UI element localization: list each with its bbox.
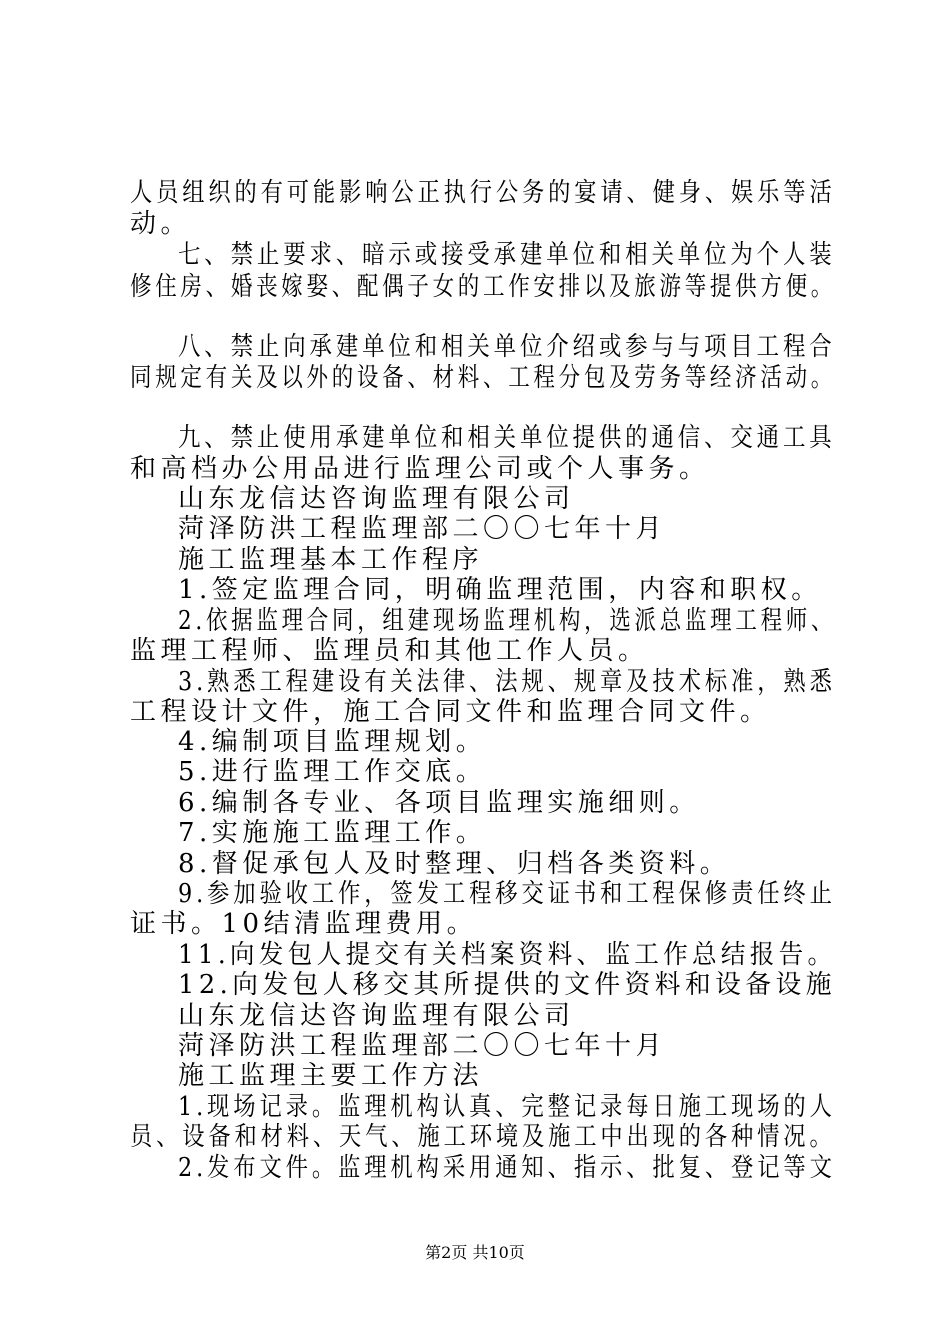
signature-company: 山东龙信达咨询监理有限公司 [178, 1001, 575, 1031]
signature-dept-date: 菏泽防洪工程监理部二〇〇七年十月 [178, 1031, 667, 1061]
signature-dept-date: 菏泽防洪工程监理部二〇〇七年十月 [178, 514, 667, 544]
text-line: 7.实施施工监理工作。 [178, 818, 487, 848]
text-line: 5.进行监理工作交底。 [178, 757, 487, 787]
text-line: 同规定有关及以外的设备、材料、工程分包及劳务等经济活动。 [130, 363, 837, 393]
signature-company: 山东龙信达咨询监理有限公司 [178, 484, 575, 514]
section-heading: 施工监理主要工作方法 [178, 1061, 484, 1091]
text-line: 11.向发包人提交有关档案资料、监工作总结报告。 [178, 940, 837, 970]
text-line: 2.发布文件。监理机构采用通知、指示、批复、登记等文 [178, 1153, 836, 1183]
text-line: 1.签定监理合同，明确监理范围，内容和职权。 [178, 575, 822, 605]
text-line: 8.督促承包人及时整理、归档各类资料。 [178, 849, 731, 879]
page-footer: 第2页 共10页 [425, 1243, 525, 1262]
text-line: 七、禁止要求、暗示或接受承建单位和相关单位为个人装 [178, 240, 836, 270]
text-line: 人员组织的有可能影响公正执行公务的宴请、健身、娱乐等活 [130, 178, 836, 208]
text-line: 九、禁止使用承建单位和相关单位提供的通信、交通工具 [178, 423, 836, 453]
text-line: 1.现场记录。监理机构认真、完整记录每日施工现场的人 [178, 1092, 836, 1122]
text-line: 员、设备和材料、天气、施工环境及施工中出现的各种情况。 [130, 1122, 836, 1152]
text-line: 八、禁止向承建单位和相关单位介绍或参与与项目工程合 [178, 332, 836, 362]
text-line: 动。 [130, 209, 192, 239]
text-line: 6.编制各专业、各项目监理实施细则。 [178, 788, 700, 818]
text-line: 3.熟悉工程建设有关法律、法规、规章及技术标准，熟悉 [178, 667, 836, 697]
text-line: 9.参加验收工作，签发工程移交证书和工程保修责任终止 [178, 879, 836, 909]
text-line: 工程设计文件，施工合同文件和监理合同文件。 [130, 697, 771, 727]
section-heading: 施工监理基本工作程序 [178, 545, 484, 575]
text-line: 监理工程师、监理员和其他工作人员。 [130, 636, 649, 666]
text-line: 证书。10结清监理费用。 [130, 909, 478, 939]
text-line: 12.向发包人移交其所提供的文件资料和设备设施 [178, 970, 836, 1000]
text-line: 4.编制项目监理规划。 [178, 727, 487, 757]
text-line: 和高档办公用品进行监理公司或个人事务。 [130, 454, 710, 484]
text-line: 2.依据监理合同，组建现场监理机构，选派总监理工程师、 [178, 606, 837, 636]
text-line: 修住房、婚丧嫁娶、配偶子女的工作安排以及旅游等提供方便。 [130, 272, 837, 302]
